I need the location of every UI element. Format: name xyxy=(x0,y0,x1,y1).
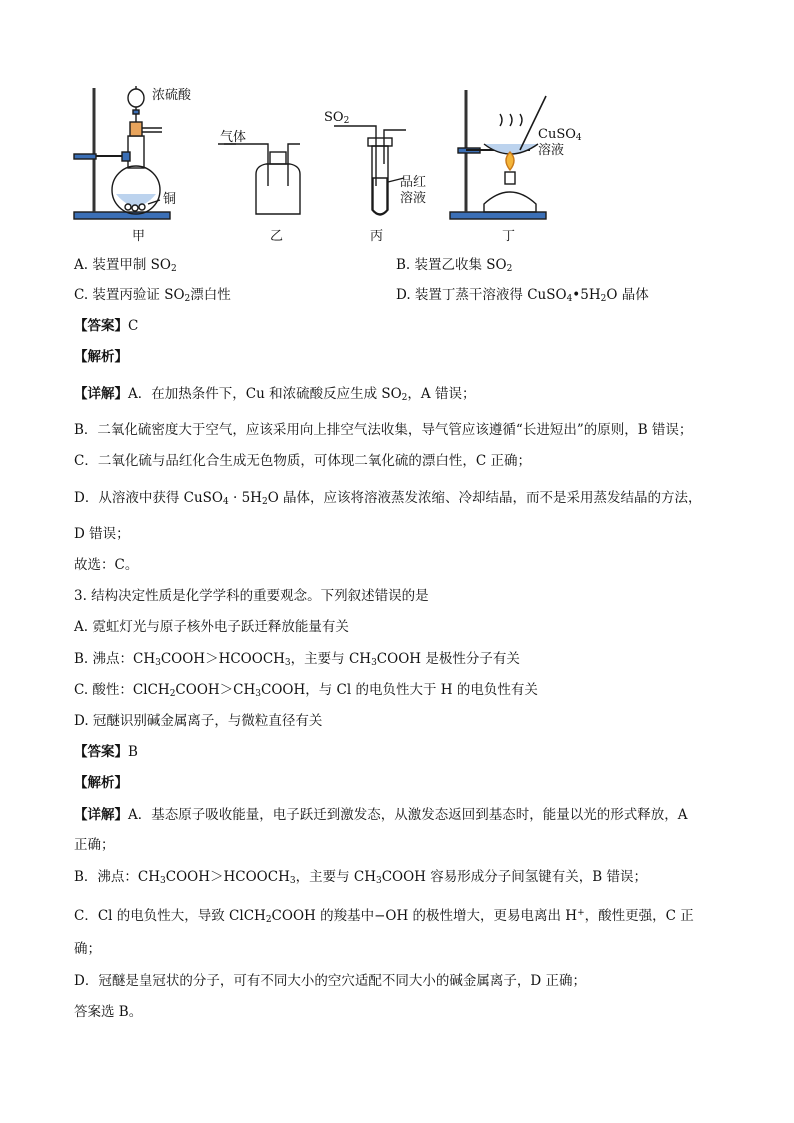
q3-option-c: C. 酸性：$ClCH_2COOH>CH_3COOH$，与 Cl 的电负性大于 H 的电负性有关 xyxy=(74,682,538,699)
apparatus-yi xyxy=(218,144,300,214)
q2-option-b: B. 装置乙收集 $SO_2$ xyxy=(396,257,513,274)
q3-stem: 3. 结构决定性质是化学学科的重要观念。下列叙述错误的是 xyxy=(74,588,429,604)
q3-detail-d: D．冠醚是皇冠状的分子，可有不同大小的空穴适配不同大小的碱金属离子，D 正确； xyxy=(74,973,586,989)
q3-analysis-label: 【解析】 xyxy=(74,775,128,791)
q3-detail-c-cont: 确； xyxy=(74,941,101,957)
q3-option-a: A. 霓虹灯光与原子核外电子跃迁释放能量有关 xyxy=(74,619,349,635)
q3-detail-a-cont: 正确； xyxy=(74,837,115,853)
q3-conclusion: 答案选 B。 xyxy=(74,1004,143,1020)
q2-option-a: A. 装置甲制 $SO_2$ xyxy=(74,257,177,274)
q3-detail-c: C．Cl 的电负性大，导致 ClCH$_2$COOH 的羧基中−OH 的极性增大，更易电离出 H+，酸性更强，C 正 xyxy=(74,908,694,925)
label-copper: 铜 xyxy=(163,192,177,207)
apparatus-ding xyxy=(450,90,546,219)
q3-option-d: D. 冠醚识别碱金属离子，与微粒直径有关 xyxy=(74,713,323,729)
q2-detail-b: B．二氧化硫密度大于空气，应该采用向上排空气法收集，导气管应该遵循“长进短出”的原则，B 错误； xyxy=(74,422,693,438)
label-pinhong-solution: 溶液 xyxy=(400,191,427,206)
label-cuso4-solution: 溶液 xyxy=(538,143,565,158)
q2-conclusion: 故选：C。 xyxy=(74,557,139,573)
label-conc-sulfuric-acid: 浓硫酸 xyxy=(152,88,192,103)
q2-detail-a: 【详解】A．在加热条件下，Cu 和浓硫酸反应生成 $SO_2$，A 错误； xyxy=(74,386,476,403)
caption-jia: 甲 xyxy=(132,229,146,244)
q2-option-c: C. 装置丙验证 $SO_2$漂白性 xyxy=(74,287,231,304)
apparatus-figure xyxy=(70,86,590,246)
label-gas: 气体 xyxy=(220,130,247,145)
q2-analysis-label: 【解析】 xyxy=(74,349,128,365)
label-so2: $SO_2$ xyxy=(324,110,350,126)
q3-detail-a: 【详解】A．基态原子吸收能量，电子跃迁到激发态，从激发态返回到基态时，能量以光的形式释放，A xyxy=(74,807,688,823)
q2-detail-c: C．二氧化硫与品红化合生成无色物质，可体现二氧化硫的漂白性，C 正确； xyxy=(74,453,531,469)
label-cuso4: CuSO$_4$ xyxy=(538,127,582,143)
q3-detail-b: B．沸点：$CH_3COOH>HCOOCH_3$，主要与 $CH_3COOH$ 容易形成分子间氢键有关，B 错误； xyxy=(74,869,647,886)
q2-detail-d: D．从溶液中获得 CuSO$_4$ · $5H_2O$ 晶体，应该将溶液蒸发浓缩、冷却结晶，而不是采用蒸发结晶的方法， xyxy=(74,490,702,507)
q3-answer: 【答案】B xyxy=(74,744,138,760)
caption-ding: 丁 xyxy=(502,229,516,244)
apparatus-jia xyxy=(74,86,170,219)
q2-answer: 【答案】C xyxy=(74,318,139,334)
caption-bing: 丙 xyxy=(370,229,384,244)
q2-detail-d-cont: D 错误； xyxy=(74,526,130,542)
label-pinhong: 品红 xyxy=(400,175,427,190)
caption-yi: 乙 xyxy=(270,229,284,244)
apparatus-bing xyxy=(334,126,406,215)
q3-option-b: B. 沸点：$CH_3COOH>HCOOCH_3$，主要与 $CH_3COOH$ 是极性分子有关 xyxy=(74,651,520,668)
q2-option-d: D. 装置丁蒸干溶液得 $CuSO_4•5H_2O$ 晶体 xyxy=(396,287,649,304)
